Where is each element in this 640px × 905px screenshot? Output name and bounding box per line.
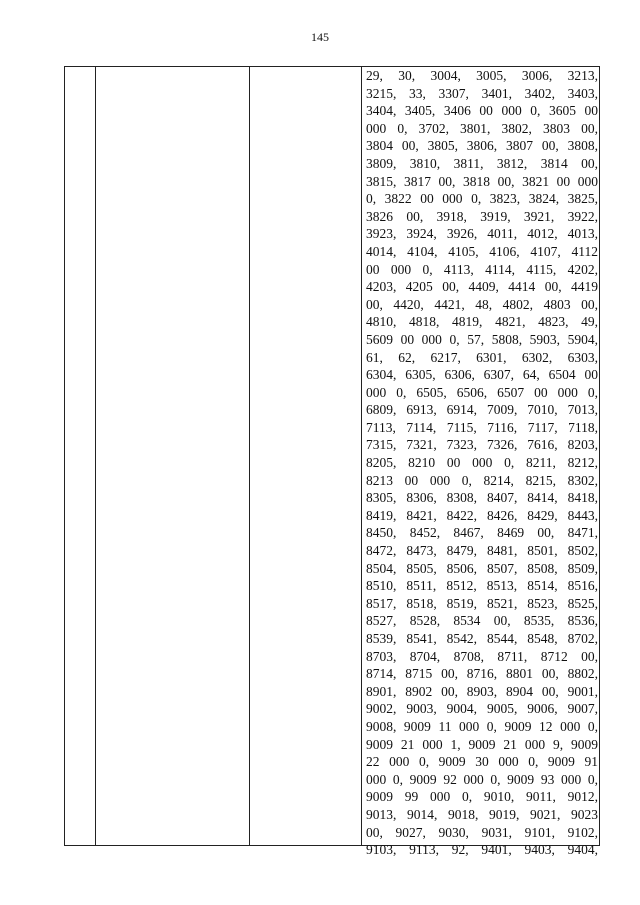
codes-line: 8450, 8452, 8467, 8469 00, 8471, bbox=[366, 525, 598, 541]
codes-line: 61, 62, 6217, 6301, 6302, 6303, bbox=[366, 349, 598, 365]
codes-line: 9013, 9014, 9018, 9019, 9021, 9023 bbox=[366, 806, 598, 822]
codes-line: 8539, 8541, 8542, 8544, 8548, 8702, bbox=[366, 631, 598, 646]
column-divider-3 bbox=[361, 67, 362, 845]
codes-line: 8527, 8528, 8534 00, 8535, 8536, bbox=[366, 613, 598, 629]
codes-line: 4014, 4104, 4105, 4106, 4107, 4112 bbox=[366, 243, 598, 259]
codes-line: 8472, 8473, 8479, 8481, 8501, 8502, bbox=[366, 543, 598, 559]
codes-line: 00, 4420, 4421, 48, 4802, 4803 00, bbox=[366, 296, 598, 312]
codes-line: 0, 3822 00 000 0, 3823, 3824, 3825, bbox=[366, 191, 598, 207]
codes-line: 4203, 4205 00, 4409, 4414 00, 4419 bbox=[366, 279, 598, 295]
codes-line: 8205, 8210 00 000 0, 8211, 8212, bbox=[366, 455, 598, 471]
codes-line: 9009 99 000 0, 9010, 9011, 9012, bbox=[366, 789, 598, 805]
codes-line: 000 0, 9009 92 000 0, 9009 93 000 0, bbox=[366, 771, 598, 787]
codes-line: 29, 30, 3004, 3005, 3006, 3213, bbox=[366, 68, 598, 83]
codes-line: 3826 00, 3918, 3919, 3921, 3922, bbox=[366, 208, 598, 224]
codes-line: 5609 00 000 0, 57, 5808, 5903, 5904, bbox=[366, 331, 598, 347]
page-number: 145 bbox=[311, 30, 329, 44]
codes-line: 8703, 8704, 8708, 8711, 8712 00, bbox=[366, 648, 598, 664]
codes-line: 4810, 4818, 4819, 4821, 4823, 49, bbox=[366, 314, 598, 330]
codes-line: 3215, 33, 3307, 3401, 3402, 3403, bbox=[366, 85, 598, 101]
codes-line: 3809, 3810, 3811, 3812, 3814 00, bbox=[366, 155, 598, 171]
codes-table bbox=[64, 66, 600, 858]
codes-line: 8510, 8511, 8512, 8513, 8514, 8516, bbox=[366, 578, 598, 594]
codes-line: 8714, 8715 00, 8716, 8801 00, 8802, bbox=[366, 666, 598, 682]
codes-line: 8213 00 000 0, 8214, 8215, 8302, bbox=[366, 472, 598, 488]
codes-line: 8504, 8505, 8506, 8507, 8508, 8509, bbox=[366, 560, 598, 576]
codes-line: 8517, 8518, 8519, 8521, 8523, 8525, bbox=[366, 595, 598, 611]
codes-line: 6809, 6913, 6914, 7009, 7010, 7013, bbox=[366, 402, 598, 418]
codes-line: 00, 9027, 9030, 9031, 9101, 9102, bbox=[366, 824, 598, 840]
codes-line: 000 0, 3702, 3801, 3802, 3803 00, bbox=[366, 120, 598, 136]
codes-line: 8419, 8421, 8422, 8426, 8429, 8443, bbox=[366, 507, 598, 523]
codes-line: 8901, 8902 00, 8903, 8904 00, 9001, bbox=[366, 683, 598, 699]
codes-line: 7315, 7321, 7323, 7326, 7616, 8203, bbox=[366, 437, 598, 453]
codes-line: 3404, 3405, 3406 00 000 0, 3605 00 bbox=[366, 103, 598, 119]
column-divider-2 bbox=[249, 67, 250, 845]
codes-line: 7113, 7114, 7115, 7116, 7117, 7118, bbox=[366, 419, 598, 435]
column-divider-1 bbox=[95, 67, 96, 845]
codes-line: 000 0, 6505, 6506, 6507 00 000 0, bbox=[366, 384, 598, 400]
codes-line: 9009 21 000 1, 9009 21 000 9, 9009 bbox=[366, 736, 598, 752]
codes-line: 3804 00, 3805, 3806, 3807 00, 3808, bbox=[366, 138, 598, 154]
codes-line: 8305, 8306, 8308, 8407, 8414, 8418, bbox=[366, 490, 598, 506]
codes-line: 22 000 0, 9009 30 000 0, 9009 91 bbox=[366, 754, 598, 770]
codes-line: 3815, 3817 00, 3818 00, 3821 00 000 bbox=[366, 173, 598, 189]
codes-line: 9002, 9003, 9004, 9005, 9006, 9007, bbox=[366, 701, 598, 717]
codes-line: 6304, 6305, 6306, 6307, 64, 6504 00 bbox=[366, 367, 598, 383]
codes-line: 00 000 0, 4113, 4114, 4115, 4202, bbox=[366, 261, 598, 277]
codes-line: 9103, 9113, 92, 9401, 9403, 9404, bbox=[366, 842, 598, 858]
codes-line: 9008, 9009 11 000 0, 9009 12 000 0, bbox=[366, 718, 598, 734]
codes-line: 3923, 3924, 3926, 4011, 4012, 4013, bbox=[366, 226, 598, 242]
codes-cell bbox=[366, 67, 598, 859]
